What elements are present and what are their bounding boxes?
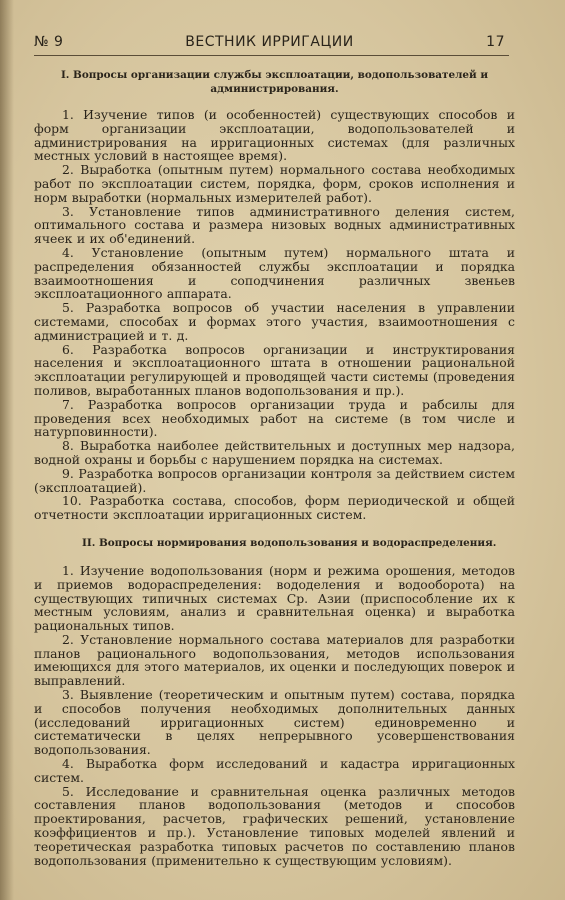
section-1-item: 5. Разработка вопросов об участии населения в управлении системами, способах и формах этого участия, взаимоотношения с администрацией и т. д. [34, 300, 515, 343]
journal-title: ВЕСТНИК ИРРИГАЦИИ [185, 34, 354, 50]
section-1-item: 6. Разработка вопросов организации и инструктирования населения и эксплоатационного штата в отношении рациональной эксплоатации регулирующей и проводящей части системы (проведения поливов, выработанных планов водопользования и пр.). [34, 341, 515, 398]
section-1-item: 7. Разработка вопросов организации труда и рабсилы для проведения всех необходимых работ на системе (в том числе и натурповинности). [34, 396, 515, 440]
section-1-item: 2. Выработка (опытным путем) нормального состава необходимых работ по эксплоатации систем, порядка, форм, сроков исполнения и норм выработки (нормальных измерителей работ). [34, 162, 515, 205]
binding-shadow [0, 0, 14, 900]
section-1-item: 4. Установление (опытным путем) нормального штата и распределения обязанностей службы эксплоатации и порядка взаимоотношения и соподчинения различных звеньев эксплоатационного аппарата. [34, 244, 515, 302]
issue-number: № 9 [34, 34, 64, 50]
section-2-heading: II. Вопросы нормирования водопользования и водораспределения. [82, 536, 497, 549]
section-1-item: 9. Разработка вопросов организации контроля за действием систем (эксплоатацией). [34, 465, 515, 495]
page-header [34, 34, 505, 54]
section-2-item: 2. Установление нормального состава материалов для разработки планов рационального водопользования, методов использования имеющихся для этого материалов, их оценки и последующих поверок и выправлений. [34, 631, 515, 689]
section-1-item: 1. Изучение типов (и особенностей) существующих способов и форм организации эксплоатации, водопользователей и администрирования на ирригационных системах (для различных местных условий в настоящее время). [34, 107, 515, 164]
header-rule [34, 55, 509, 56]
section-2-item: 5. Исследование и сравнительная оценка различных методов составления планов водопользования (методов и способов проектирования, расчетов, графических решений, установление коэффициентов и пр.). Установление типовых моделей явлений и теоретическая разработка типовых расчетов по составлению планов водопользования (применительно к существующим условиям). [34, 783, 515, 868]
section-1-item: 8. Выработка наиболее действительных и доступных мер надзора, водной охраны и борьбы с нарушением порядка на системах. [34, 438, 515, 467]
section-1-item: 3. Установление типов административного деления систем, оптимального состава и размера низовых водных административных ячеек и их об'единений. [34, 203, 515, 247]
section-1-item: 10. Разработка состава, способов, форм периодической и общей отчетности эксплоатации ирригационных систем. [34, 493, 515, 523]
page-number: 17 [486, 34, 505, 50]
section-2-item: 1. Изучение водопользования (норм и режима орошения, методов и приемов водораспределения: вододеления и водооборота) на существующих типичных системах Ср. Азии (приспособление их к местным условиям, анализ и сравнительная оценка) и выработка рациональных типов. [34, 562, 515, 634]
page-content [34, 68, 515, 867]
section-2-item: 3. Выявление (теоретическим и опытным путем) состава, порядка и способов получения необходимых дополнительных данных (исследований ирригационных систем) единовременно и систематически в целях непрерывного усовершенствования водопользования. [34, 687, 515, 758]
section-2-item: 4. Выработка форм исследований и кадастра ирригационных систем. [34, 756, 515, 785]
section-1-heading: I. Вопросы организации службы эксплоатации, водопользователей и администрирования. [60, 69, 489, 95]
